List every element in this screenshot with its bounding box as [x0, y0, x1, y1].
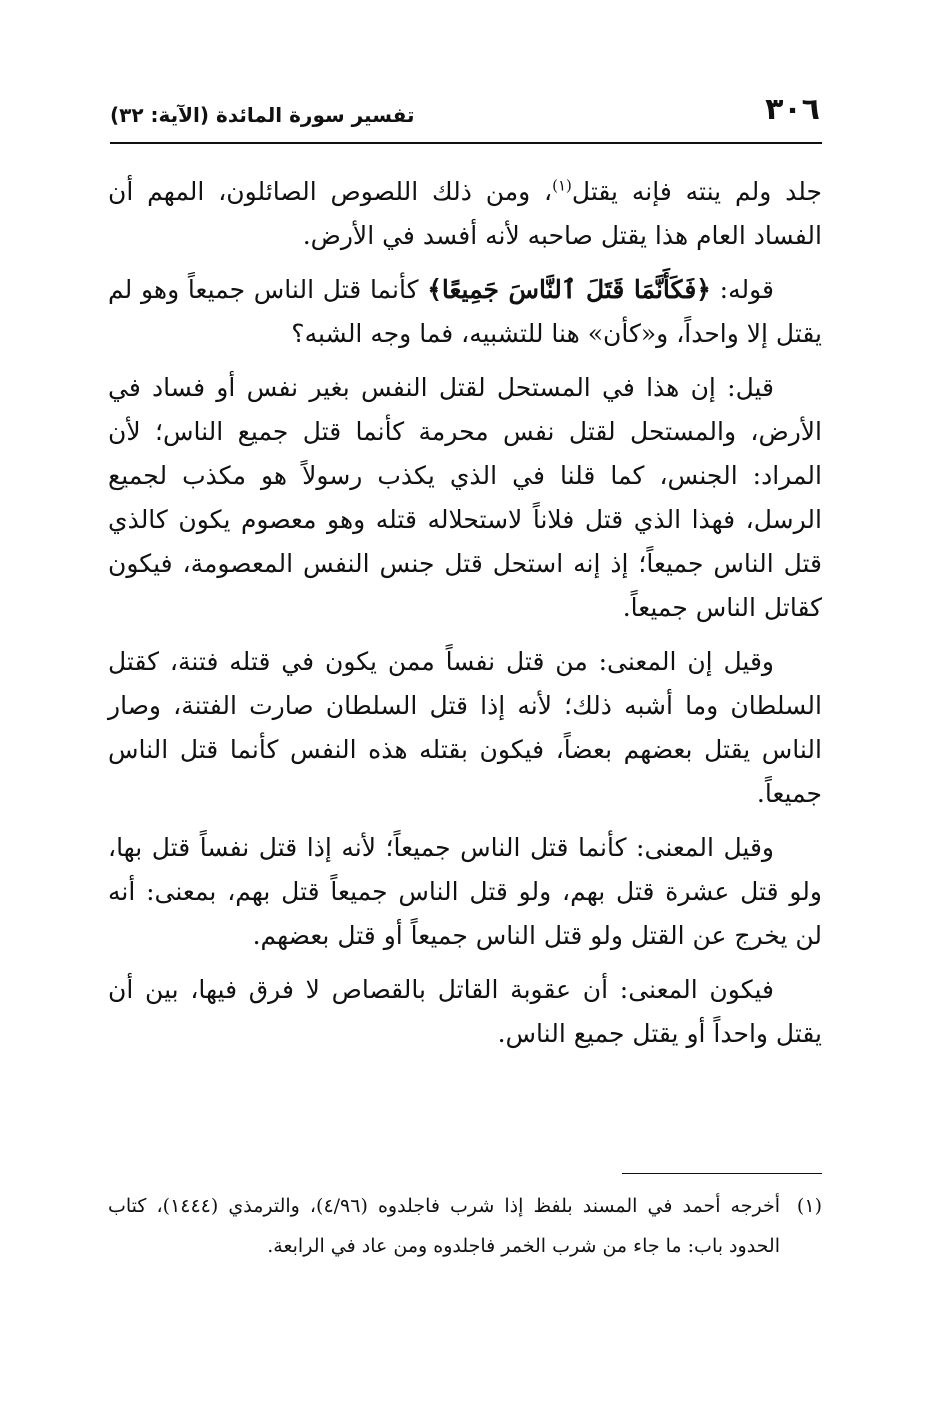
- footnote-divider: [622, 1173, 822, 1174]
- paragraph-2-text-a: قوله:: [710, 275, 774, 304]
- paragraph-2-text-b: كأنما قتل الناس جميعاً وهو لم يقتل إلا واحداً، و«كأن» هنا للتشبيه، فما وجه الشبه؟: [108, 275, 822, 348]
- paragraph-1-text-a: جلد ولم ينته فإنه يقتل: [571, 177, 822, 206]
- footnote-1: [108, 1186, 822, 1266]
- paragraph-1: [108, 170, 822, 258]
- footnote-mark: (١): [796, 1195, 822, 1217]
- paragraph-4: وقيل إن المعنى: من قتل نفساً ممن يكون في قتله فتنة، كقتل السلطان وما أشبه ذلك؛ لأنه إذا قتل السلطان صارت الفتنة، وصار الناس يقتل بعضهم بعضاً، فيكون بقتله هذه النفس كأنما قتل الناس جميعاً.: [108, 647, 822, 808]
- header-divider: [110, 142, 822, 144]
- footnotes: [108, 1186, 822, 1266]
- footnote-reference[interactable]: (١): [552, 176, 572, 195]
- main-text: [108, 170, 822, 1066]
- paragraph-1-text-b: ، ومن ذلك اللصوص الصائلون، المهم أن الفساد العام هذا يقتل صاحبه لأنه أفسد في الأرض.: [108, 177, 822, 250]
- quran-verse: ﴿فَكَأَنَّمَا قَتَلَ ٱلنَّاسَ جَمِيعًا﴾: [427, 275, 711, 304]
- running-header-title: تفسير سورة المائدة (الآية: ٣٢): [110, 103, 415, 127]
- footnote-text: أخرجه أحمد في المسند بلفظ إذا شرب فاجلدوه (٤/٩٦)، والترمذي (١٤٤٤)، كتاب الحدود باب: ما جاء من شرب الخمر فاجلدوه ومن عاد في الرابعة.: [108, 1195, 780, 1257]
- paragraph-2: [108, 268, 822, 356]
- running-header: [110, 88, 820, 138]
- paragraph-6: فيكون المعنى: أن عقوبة القاتل بالقصاص لا فرق فيها، بين أن يقتل واحداً أو يقتل جميع الناس.: [108, 975, 822, 1048]
- paragraph-5: وقيل المعنى: كأنما قتل الناس جميعاً؛ لأنه إذا قتل نفساً قتل بها، ولو قتل عشرة قتل بهم، ولو قتل الناس جميعاً قتل بهم، بمعنى: أنه لن يخرج عن القتل ولو قتل الناس جميعاً أو قتل بعضهم.: [108, 833, 822, 950]
- page-number: ٣٠٦: [765, 92, 820, 127]
- paragraph-3: قيل: إن هذا في المستحل لقتل النفس بغير نفس أو فساد في الأرض، والمستحل لقتل نفس محرمة كأنما قتل جميع الناس؛ لأن المراد: الجنس، كما قلنا في الذي يكذب رسولاً هو مكذب لجميع الرسل، فهذا الذي قتل فلاناً لاستحلاله قتله وهو معصوم يكون كالذي قتل الناس جميعاً؛ إذ إنه استحل قتل جنس النفس المعصومة، فيكون كقاتل الناس جميعاً.: [108, 373, 822, 622]
